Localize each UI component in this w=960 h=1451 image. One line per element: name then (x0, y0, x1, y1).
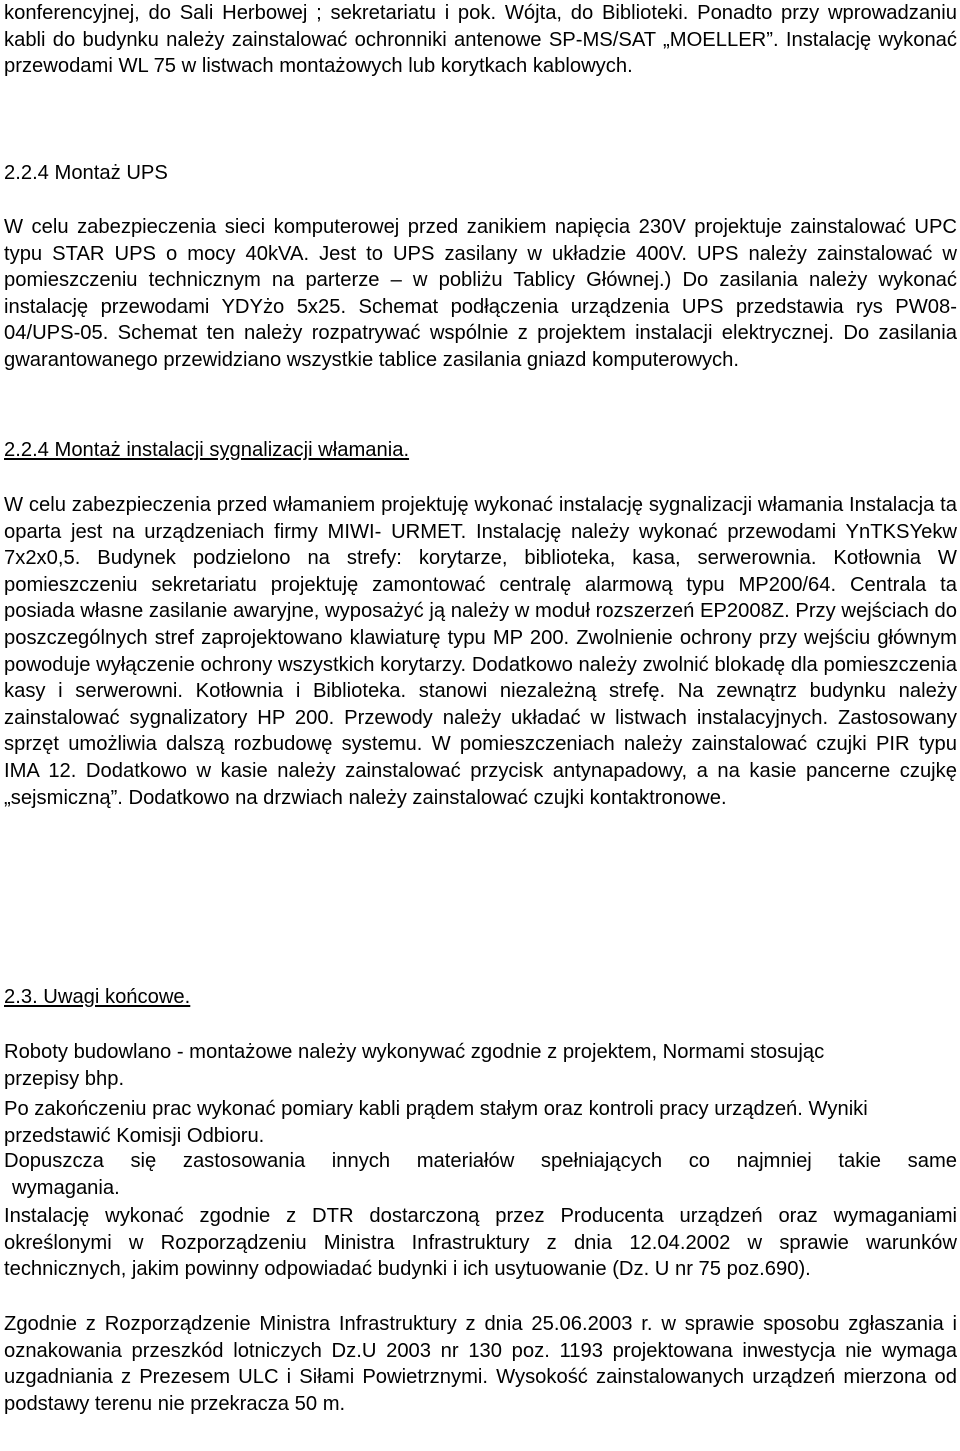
final-remarks-paragraph-2: Po zakończeniu prac wykonać pomiary kabli prądem stałym oraz kontroli pracy urządzeń. Wyniki przedstawić Komisji Odbioru. (4, 1098, 868, 1147)
final-remarks-heading: 2.3. Uwagi końcowe. (4, 986, 191, 1008)
final-remarks-paragraph-3 (4, 1148, 957, 1201)
alarm-section-heading: 2.2.4 Montaż instalacji sygnalizacji włamania. (4, 439, 410, 461)
ups-section-paragraph: W celu zabezpieczenia sieci komputerowej przed zanikiem napięcia 230V projektuje zainstalować UPC typu STAR UPS o mocy 40kVA. Jest to UPS zasilany w układzie 400V. UPS należy zainstalować w pomieszczeniu technicznym na parterze – w pobliżu Tablicy Głównej.) Do zasilania należy wykonać instalację przewodami YDYżo 5x25. Schemat podłączenia urządzenia UPS przedstawia rys PW08-04/UPS-05. Schemat ten należy rozpatrywać wspólnie z projektem instalacji elektrycznej. Do zasilania gwarantowanego przewidziano wszystkie tablice zasilania gniazd komputerowych. (4, 216, 957, 371)
final-remarks-paragraph-3-line-2: wymagania. (12, 1176, 120, 1199)
final-remarks-paragraph-1: Roboty budowlano - montażowe należy wykonywać zgodnie z projektem, Normami stosując przepisy bhp. (4, 1041, 825, 1090)
final-remarks-paragraph-4: Instalację wykonać zgodnie z DTR dostarczoną przez Producenta urządzeń oraz wymaganiami określonymi w Rozporządzeniu Ministra Infrastruktury z dnia 12.04.2002 w sprawie warunków technicznych, jakim powinny odpowiadać budynki i ich usytuowanie (Dz. U nr 75 poz.690). (4, 1205, 957, 1281)
final-remarks-paragraph-5: Zgodnie z Rozporządzenie Ministra Infrastruktury z dnia 25.06.2003 r. w sprawie sposobu zgłaszania i oznakowania przeszkód lotniczych Dz.U 2003 nr 130 poz. 1193 projektowana inwestycja nie wymaga uzgadniania z Prezesem ULC i Siłami Powietrznymi. Wysokość zainstalowanych urządzeń mierzona od podstawy terenu nie przekracza 50 m. (4, 1313, 957, 1415)
intro-paragraph: konferencyjnej, do Sali Herbowej ; sekretariatu i pok. Wójta, do Biblioteki. Ponadto przy wprowadzaniu kabli do budynku należy zainstalować ochronniki antenowe SP-MS/SAT „MOELLER”. Instalację wykonać przewodami WL 75 w listwach montażowych lub korytkach kablowych. (4, 2, 957, 78)
alarm-section-paragraph: W celu zabezpieczenia przed włamaniem projektuję wykonać instalację sygnalizacji włamania Instalacja ta oparta jest na urządzeniach firmy MIWI- URMET. Instalację należy wykonać przewodami YnTKSYekw 7x2x0,5. Budynek podzielono na strefy: korytarze, biblioteka, kasa, serwerownia. Kotłownia W pomieszczeniu sekretariatu projektuję zamontować centralę alarmową typu MP200/64. Centrala ta posiada własne zasilanie awaryjne, wyposażyć ją należy w moduł rozszerzeń EP2008Z. Przy wejściach do poszczególnych stref zaprojektowano klawiaturę typu MP 200. Zwolnienie ochrony przy wejściu głównym powoduje wyłączenie ochrony wszystkich korytarzy. Dodatkowo należy zwolnić blokadę dla pomieszczenia kasy i serwerowni. Kotłownia i Biblioteka. stanowi niezależną strefę. Na zewnątrz budynku należy zainstalować sygnalizatory HP 200. Przewody należy układać w listwach instalacyjnych. Zastosowany sprzęt umożliwia dalszą rozbudowę systemu. W pomieszczeniach należy zainstalować czujki PIR typu IMA 12. Dodatkowo w kasie należy zainstalować przycisk antynapadowy, a na kasie pancerne czujkę „sejsmiczną”. Dodatkowo na drzwiach należy zainstalować czujki kontaktronowe. (4, 494, 957, 809)
ups-section-heading: 2.2.4 Montaż UPS (4, 162, 168, 184)
final-remarks-paragraph-3-line-1: Dopuszcza się zastosowania innych materiałów spełniających co najmniej takie same (4, 1150, 957, 1172)
